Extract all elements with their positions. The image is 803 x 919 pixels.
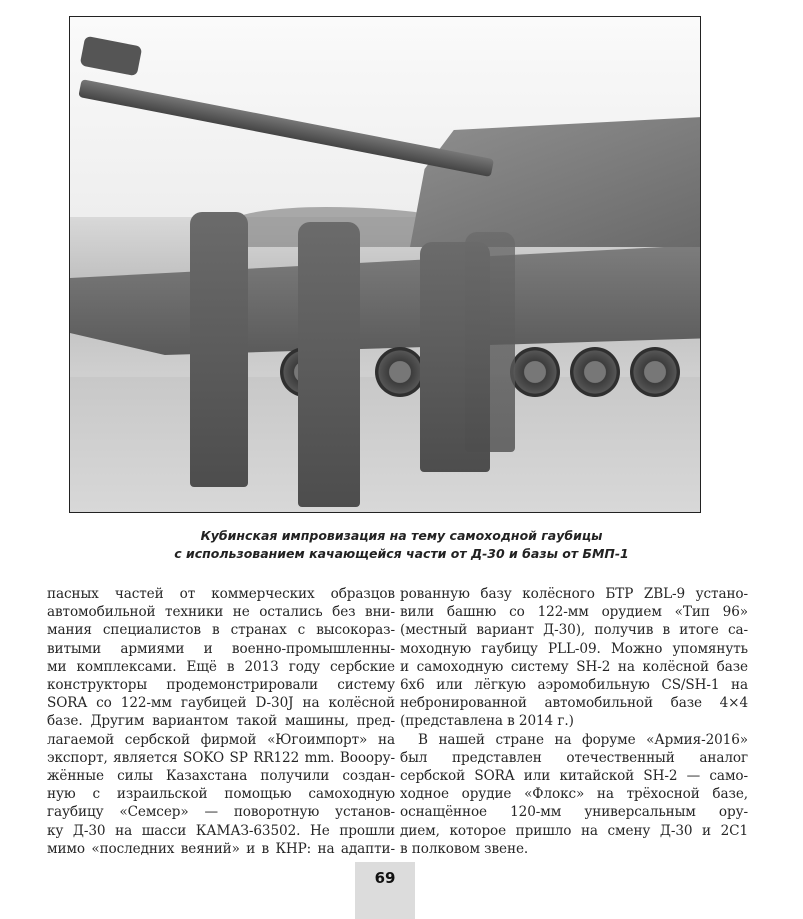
text-line: витыми армиями и военно-промышленны- [47,640,395,657]
text-line: моходную гаубицу PLL-09. Можно упомянуть [400,640,748,657]
text-line: ку Д-30 на шасси КАМАЗ-63502. Не прошли [47,822,395,839]
text-line: автомобильной техники не остались без вни- [47,604,395,621]
figure-photo [69,16,701,513]
page-number-tab [355,862,415,919]
text-line: жённые силы Казахстана получили создан- [47,768,395,785]
caption-line: Кубинская импровизация на тему самоходной гаубицы [200,528,603,543]
text-line: рованную базу колёсного БТР ZBL-9 устано- [400,586,748,602]
text-line: базе. Другим вариантом такой машины, пред- [47,713,395,730]
road-wheel [375,347,425,397]
vehicle-turret [410,117,701,247]
text-line: оснащённое 120-мм универсальным ору- [400,804,748,821]
text-line: конструкторы продемонстрировали систему [47,677,395,694]
text-line: ходное орудие «Флокс» на трёхосной базе, [400,786,748,803]
text-line: пасных частей от коммерческих образцов [47,586,395,602]
road-wheel [570,347,620,397]
text-line: В нашей стране на форуме «Армия-2016» [418,731,748,748]
text-line: в полковом звене. [400,840,529,857]
soldier-figure [298,222,360,507]
text-column-left [47,585,395,858]
text-line: мимо «последних веяний» и в КНР: на адапти- [47,840,395,857]
figure-caption [0,527,803,563]
page-number: 69 [374,869,396,887]
text-line: был представлен отечественный аналог [400,749,748,766]
photo-ground [70,377,700,513]
text-line: экспорт, является SOKO SP RR122 mm. Вооору- [47,749,395,766]
vehicle-hull [70,245,701,355]
text-line: (местный вариант Д-30), получив в итоге са- [400,622,748,639]
text-column-right [400,585,748,858]
text-line: и самоходную систему SH-2 на колёсной базе [400,658,748,675]
text-line: вили башню со 122-мм орудием «Тип 96» [400,604,748,621]
soldier-figure [190,212,248,487]
text-line: SORA со 122-мм гаубицей D-30J на колёсной [47,695,395,712]
text-line: лагаемой сербской фирмой «Югоимпорт» на [47,731,395,748]
text-line: мания специалистов в странах с высокораз- [47,622,395,639]
text-line: сербской SORA или китайской SH-2 — само- [400,768,748,785]
text-line: небронированной автомобильной базе 4×4 [400,695,748,712]
text-line: 6х6 или лёгкую аэромобильную CS/SH-1 на [400,677,748,694]
road-wheel [630,347,680,397]
text-line: гаубицу «Семсер» — поворотную установ- [47,804,395,821]
caption-line: с использованием качающейся части от Д-30 и базы от БМП-1 [174,546,629,561]
text-line: дием, которое пришло на смену Д-30 и 2С1 [400,822,748,839]
civilian-figure [465,232,515,452]
text-line: (представлена в 2014 г.) [400,713,574,730]
text-line: ми комплексами. Ещё в 2013 году сербские [47,658,395,675]
text-line: ную с израильской помощью самоходную [47,786,395,803]
road-wheel [510,347,560,397]
